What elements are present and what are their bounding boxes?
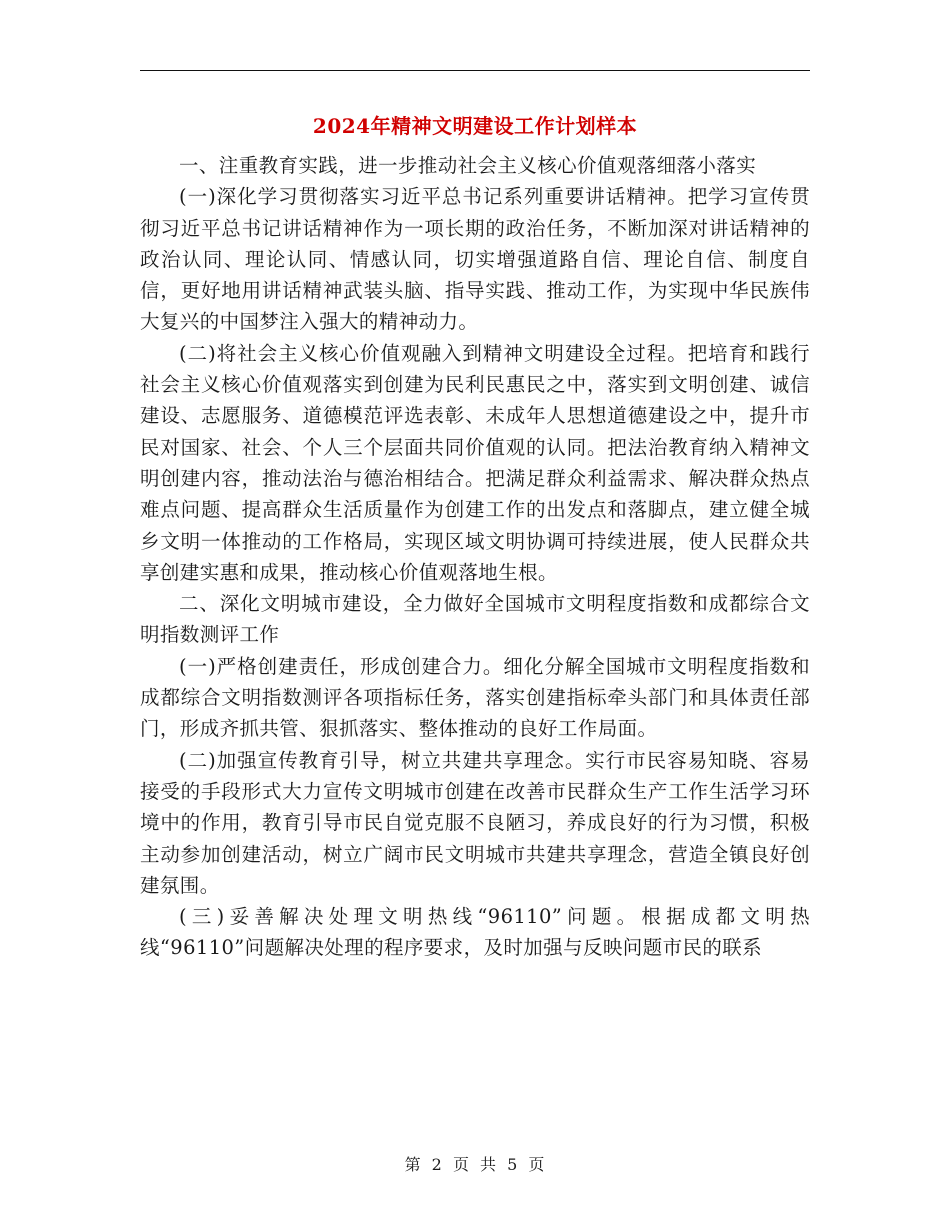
body-paragraph: (一)深化学习贯彻落实习近平总书记系列重要讲话精神。把学习宣传贯彻习近平总书记讲话精神作为一项长期的政治任务，不断加深对讲话精神的政治认同、理论认同、情感认同，切实增强道路自信、理论自信、制度自信，更好地用讲话精神武装头脑、指导实践、推动工作，为实现中华民族伟大复兴的中国梦注入强大的精神动力。 bbox=[140, 185, 810, 334]
document-title: 2024年精神文明建设工作计划样本 bbox=[312, 114, 638, 138]
body-paragraph: (三)妥善解决处理文明热线“96110”问题。根据成都文明热线“96110”问题解决处理的程序要求，及时加强与反映问题市民的联系 bbox=[140, 905, 810, 960]
body-paragraph: (二)加强宣传教育引导，树立共建共享理念。实行市民容易知晓、容易接受的手段形式大力宣传文明城市创建在改善市民群众生产工作生活学习环境中的作用，教育引导市民自觉克服不良陋习，养成良好的行为习惯，积极主动参加创建活动，树立广阔市民文明城市共建共享理念，营造全镇良好创建氛围。 bbox=[140, 748, 810, 897]
body-paragraph: (二)将社会主义核心价值观融入到精神文明建设全过程。把培育和践行社会主义核心价值观落实到创建为民利民惠民之中，落实到文明创建、诚信建设、志愿服务、道德模范评选表彰、未成年人思想道德建设之中，提升市民对国家、社会、个人三个层面共同价值观的认同。把法治教育纳入精神文明创建内容，推动法治与德治相结合。把满足群众利益需求、解决群众热点难点问题、提高群众生活质量作为创建工作的出发点和落脚点，建立健全城乡文明一体推动的工作格局，实现区域文明协调可持续进展，使人民群众共享创建实惠和成果，推动核心价值观落地生根。 bbox=[140, 341, 810, 584]
page-number: 第 2 页 共 5 页 bbox=[404, 1155, 546, 1174]
body-paragraph: (一)严格创建责任，形成创建合力。细化分解全国城市文明程度指数和成都综合文明指数测评各项指标任务，落实创建指标牵头部门和具体责任部门，形成齐抓共管、狠抓落实、整体推动的良好工作局面。 bbox=[140, 654, 810, 741]
document-body bbox=[140, 150, 810, 964]
section-heading-2: 二、深化文明城市建设，全力做好全国城市文明程度指数和成都综合文明指数测评工作 bbox=[140, 592, 810, 647]
section-heading-1: 一、注重教育实践，进一步推动社会主义核心价值观落细落小落实 bbox=[179, 154, 757, 177]
header-rule bbox=[140, 70, 810, 71]
